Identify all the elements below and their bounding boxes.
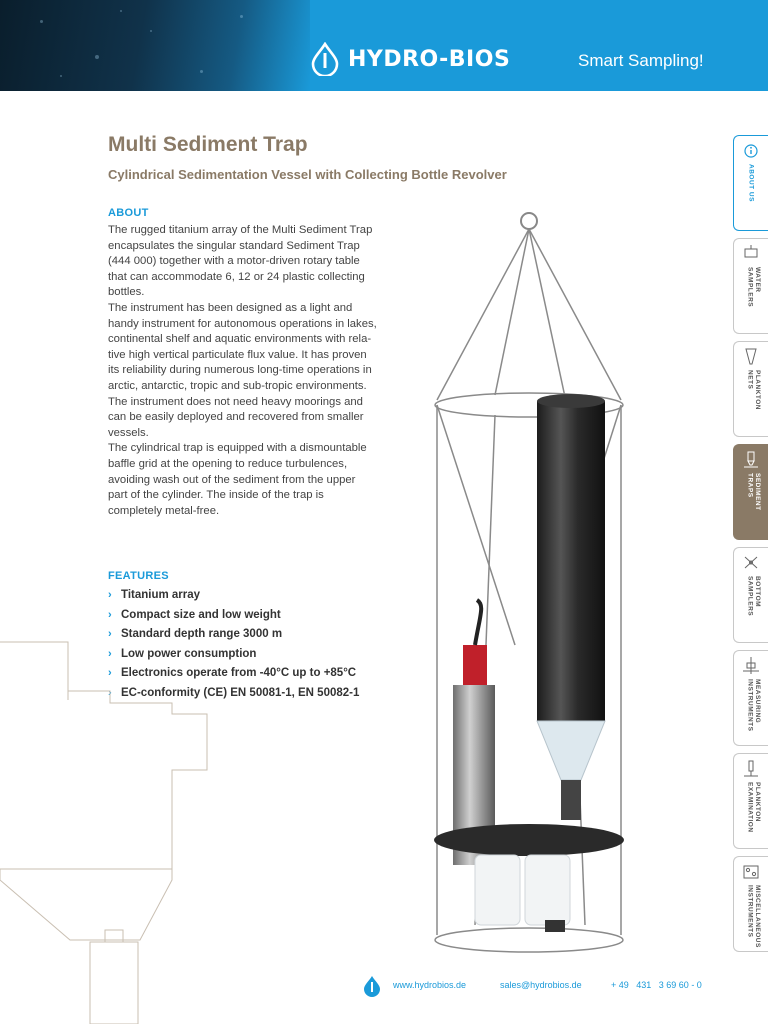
feature-item: › Electronics operate from -40°C up to +85°C (108, 664, 359, 684)
feature-item: › Low power consumption (108, 645, 359, 665)
page-header (0, 0, 768, 91)
tab-plankton-nets[interactable] (733, 341, 768, 437)
feature-item: › Compact size and low weight (108, 606, 359, 626)
about-heading: ABOUT (108, 207, 149, 219)
tab-bottom-samplers[interactable] (733, 547, 768, 643)
page-subtitle: Cylindrical Sedimentation Vessel with Collecting Bottle Revolver (108, 167, 507, 182)
multi-sediment-trap-illustration (425, 205, 655, 960)
feature-item: › EC-conformity (CE) EN 50081-1, EN 50082-1 (108, 684, 359, 704)
plankton-net-icon (741, 348, 761, 366)
feature-item: › Standard depth range 3000 m (108, 625, 359, 645)
tab-label: SEDIMENT TRAPS (746, 473, 761, 511)
tab-label: BOTTOM SAMPLERS (746, 576, 761, 617)
water-sampler-icon (741, 245, 761, 263)
measuring-instrument-icon (741, 657, 761, 675)
chevron-right-icon: › (108, 589, 112, 601)
about-body (108, 223, 378, 519)
tab-water-samplers[interactable] (733, 238, 768, 334)
misc-instruments-icon (741, 863, 761, 881)
tab-miscellaneous-instruments[interactable] (733, 856, 768, 952)
tab-label: PLANKTON EXAMINATION (746, 782, 761, 833)
tab-measuring-instruments[interactable] (733, 650, 768, 746)
feature-item: › Titanium array (108, 586, 359, 606)
category-tabs (733, 135, 768, 955)
about-paragraph: The cylindrical trap is equipped with a dismountable baffle grid at the opening to reduce turbulences, avoiding wash out of the sediment from the upper part of the cylinder. The inside of the trap is completely metal-free. (108, 442, 367, 517)
tab-about-us[interactable] (733, 135, 768, 231)
sediment-trap-outline-drawing (0, 640, 240, 1024)
tab-label: WATER SAMPLERS (746, 267, 761, 308)
footer-email-link[interactable]: sales@hydrobios.de (500, 980, 582, 990)
tab-label: ABOUT US (747, 164, 755, 202)
tab-label: PLANKTON NETS (746, 370, 761, 410)
brand-slogan: Smart Sampling! (578, 51, 704, 70)
header-underwater-photo (0, 0, 310, 91)
tab-sediment-traps[interactable] (733, 444, 768, 540)
page-title: Multi Sediment Trap (108, 133, 308, 156)
footer-logo-icon (362, 975, 382, 997)
sediment-trap-icon (741, 451, 761, 469)
tab-label: MEASURING INSTRUMENTS (746, 679, 761, 732)
about-paragraph: The instrument has been designed as a light and handy instrument for autonomous operations in lakes, continental shelf and aquatic environments with rela-tive high vertical particulate flux value. It has proven its reliability during numerous long-time operations in arctic, antarctic, tropic and sub-tropic environments. The instrument does not need heavy moorings and can be easily deployed and recovered from smaller vessels. (108, 301, 377, 439)
chevron-right-icon: › (108, 608, 112, 621)
bottom-sampler-icon (741, 554, 761, 572)
about-paragraph: The rugged titanium array of the Multi Sediment Trap encapsulates the singular standard Sediment Trap (444 000) together with a motor-driven rotary table that can accommodate 6, 12 or 24 plastic collecting bottles. (108, 224, 373, 299)
info-icon (741, 142, 761, 160)
tab-plankton-examination[interactable] (733, 753, 768, 849)
hydrobios-logo-icon (310, 42, 340, 76)
brand-name: HYDRO-BIOS (348, 47, 511, 72)
footer-website-link[interactable]: www.hydrobios.de (393, 980, 467, 990)
chevron-right-icon: › (108, 628, 112, 641)
chevron-right-icon: › (108, 647, 112, 660)
footer-phone: + 49 431 3 69 60 - 0 (611, 980, 702, 990)
tab-label: MISCELLANEOUS INSTRUMENTS (746, 885, 761, 948)
features-heading: FEATURES (108, 570, 169, 582)
chevron-right-icon: › (108, 686, 112, 699)
chevron-right-icon: › (108, 667, 112, 680)
microscope-icon (741, 760, 761, 778)
